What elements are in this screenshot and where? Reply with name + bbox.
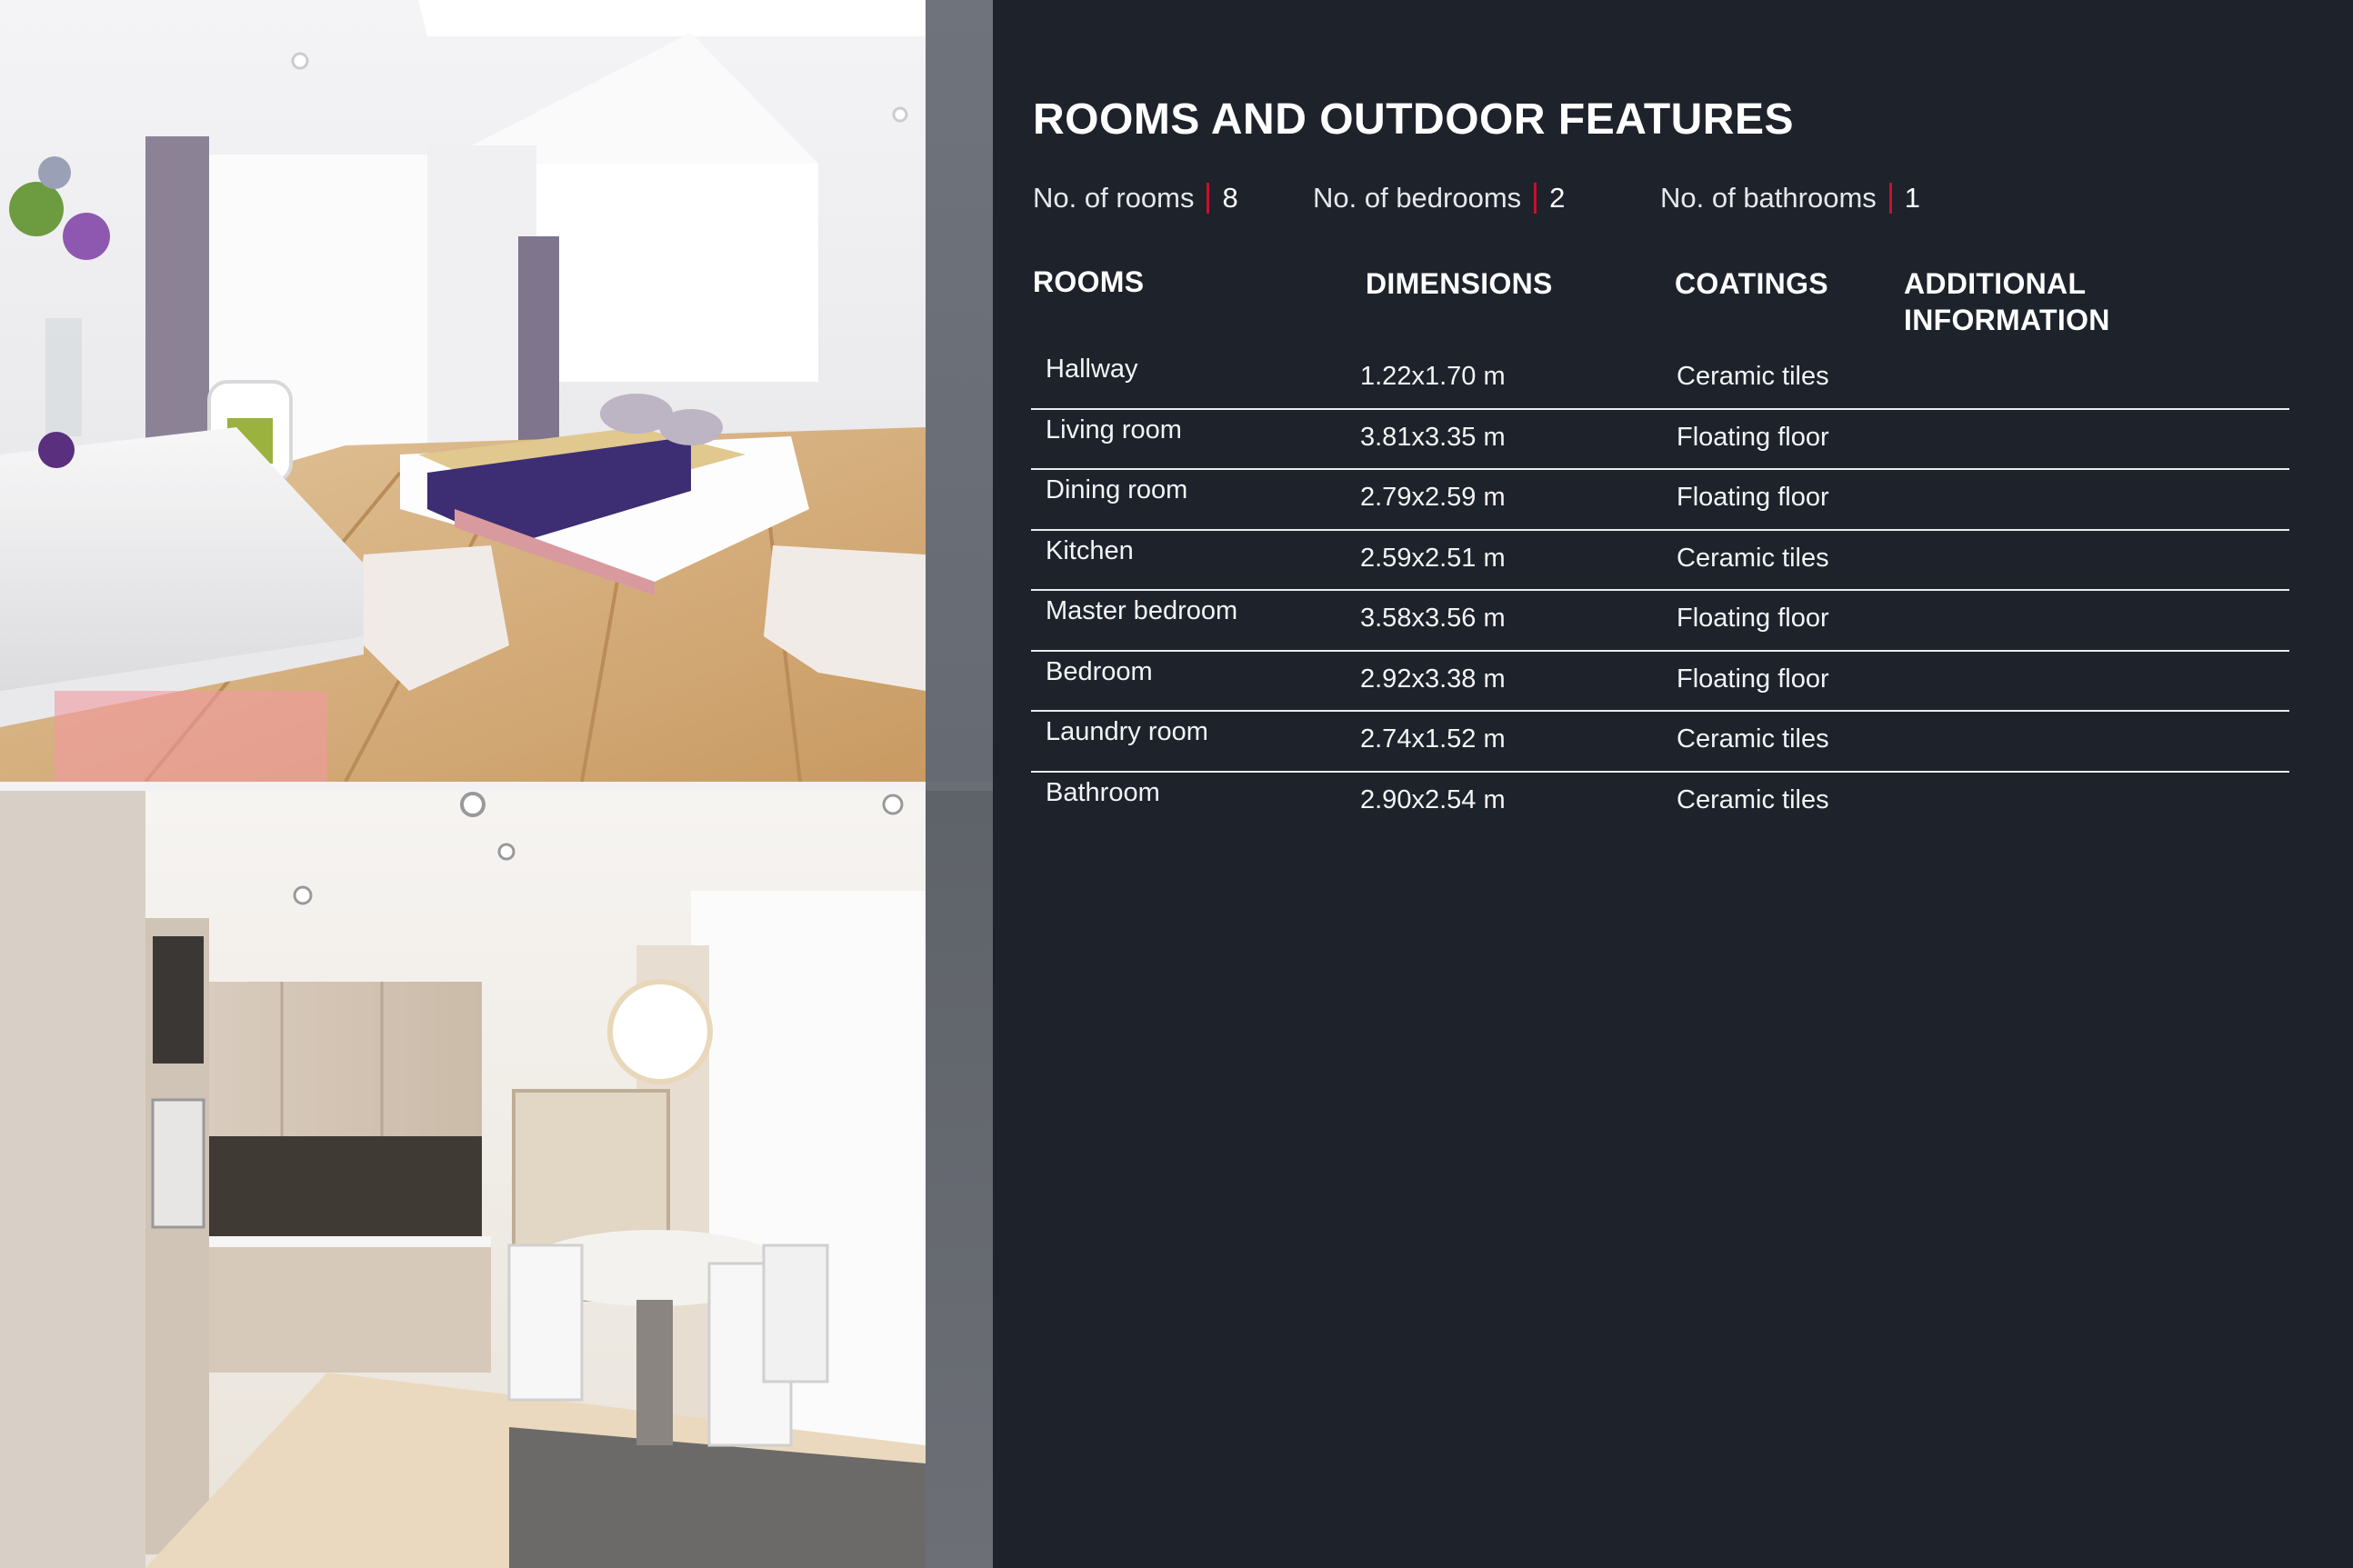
room-name: Hallway: [1046, 355, 1138, 384]
summary-label: No. of rooms: [1033, 182, 1195, 214]
room-coating: Ceramic tiles: [1677, 724, 1829, 754]
room-coating: Floating floor: [1677, 664, 1829, 694]
photo-divider: [0, 782, 926, 791]
kitchen-illustration: [0, 791, 926, 1568]
summary-value: 2: [1549, 182, 1566, 214]
table-row: [1031, 652, 2289, 713]
rooms-table: [1031, 349, 2289, 833]
room-name: Living room: [1046, 414, 1182, 444]
room-dimensions: 2.92x3.38 m: [1360, 664, 1506, 694]
room-name: Laundry room: [1046, 717, 1208, 746]
room-dimensions: 2.59x2.51 m: [1360, 543, 1506, 573]
table-row: [1031, 470, 2289, 531]
summary-bedrooms: [1313, 182, 1660, 215]
summary-label: No. of bedrooms: [1313, 182, 1522, 214]
room-dimensions: 2.79x2.59 m: [1360, 483, 1506, 512]
red-separator: [1207, 183, 1209, 214]
table-row: [1031, 349, 2289, 410]
room-name: Bedroom: [1046, 656, 1153, 686]
room-summary: [1033, 178, 1920, 218]
bedroom-photo: [0, 0, 926, 782]
room-coating: Floating floor: [1677, 483, 1829, 512]
kitchen-dining-photo: [0, 791, 926, 1568]
header-additional-line2: INFORMATION: [1904, 304, 2110, 336]
room-name: Kitchen: [1046, 535, 1134, 565]
header-additional-line1: ADDITIONAL: [1904, 267, 2087, 300]
room-name: Dining room: [1046, 475, 1188, 504]
room-dimensions: 3.58x3.56 m: [1360, 604, 1506, 633]
room-name: Master bedroom: [1046, 596, 1238, 625]
room-dimensions: 3.81x3.35 m: [1360, 422, 1506, 452]
header-rooms: ROOMS: [1033, 265, 1145, 298]
bedroom-illustration: [0, 0, 926, 782]
summary-label: No. of bathrooms: [1660, 182, 1877, 214]
header-coatings: COATINGS: [1675, 267, 1828, 300]
table-row: [1031, 712, 2289, 773]
summary-bathrooms: [1660, 182, 1920, 215]
room-coating: Ceramic tiles: [1677, 784, 1829, 814]
room-dimensions: 1.22x1.70 m: [1360, 362, 1506, 391]
room-coating: Floating floor: [1677, 604, 1829, 633]
room-coating: Ceramic tiles: [1677, 543, 1829, 573]
table-row: [1031, 410, 2289, 471]
red-separator: [1889, 183, 1892, 214]
page-title: ROOMS AND OUTDOOR FEATURES: [1033, 95, 1794, 144]
red-separator: [1534, 183, 1537, 214]
room-coating: Floating floor: [1677, 422, 1829, 452]
room-coating: Ceramic tiles: [1677, 362, 1829, 391]
summary-value: 1: [1904, 182, 1921, 214]
rooms-content: [993, 0, 2353, 1568]
summary-value: 8: [1222, 182, 1238, 214]
room-dimensions: 2.90x2.54 m: [1360, 784, 1506, 814]
table-row: [1031, 591, 2289, 652]
summary-rooms: [1033, 182, 1313, 215]
photo-overlay-strip: [926, 0, 993, 1568]
table-row: [1031, 773, 2289, 834]
header-additional-information: [1904, 265, 2177, 338]
table-row: [1031, 531, 2289, 592]
room-name: Bathroom: [1046, 777, 1160, 807]
header-dimensions: DIMENSIONS: [1366, 267, 1553, 300]
room-dimensions: 2.74x1.52 m: [1360, 724, 1506, 754]
